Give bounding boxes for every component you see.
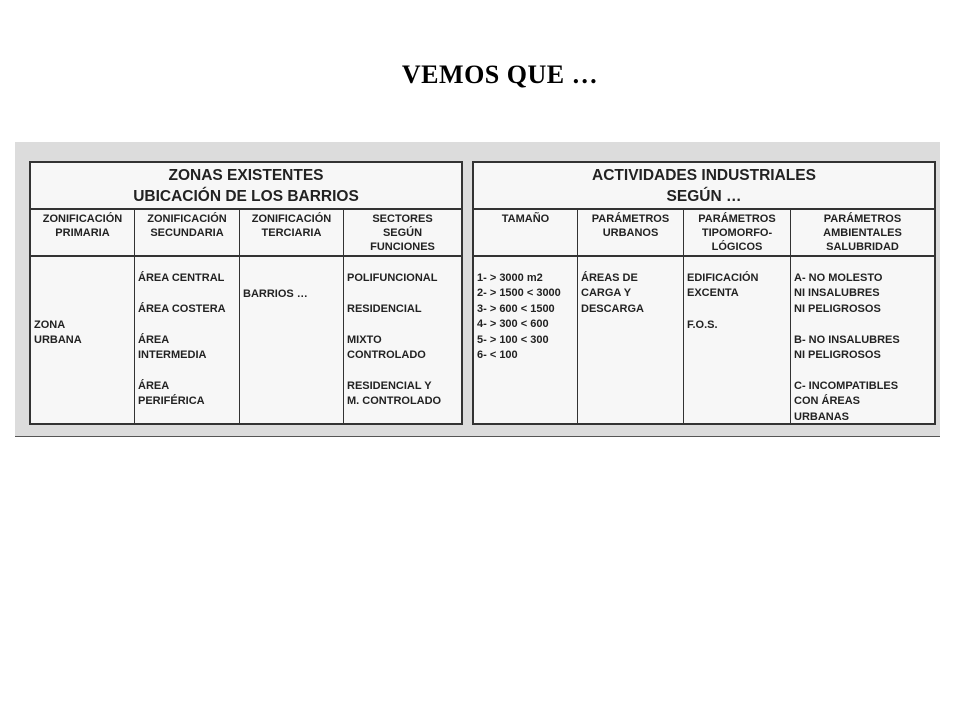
residencial-cell: RESIDENCIAL bbox=[347, 303, 422, 315]
area-costera-cell: ÁREA COSTERA bbox=[138, 303, 226, 315]
area-periferica-cell: ÁREA PERIFÉRICA bbox=[138, 380, 205, 408]
col-header-urbanos: PARÁMETROS URBANOS bbox=[578, 210, 683, 257]
col-tamano bbox=[474, 210, 578, 423]
col-header-primaria: ZONIFICACIÓN PRIMARIA bbox=[31, 210, 134, 257]
col-header-tipomorfologicos: PARÁMETROS TIPOMORFO- LÓGICOS bbox=[684, 210, 790, 257]
col-zonificacion-terciaria bbox=[240, 210, 344, 423]
zonas-existentes-title: ZONAS EXISTENTES bbox=[168, 167, 324, 184]
fos-cell: F.O.S. bbox=[687, 319, 718, 331]
mixto-controlado-cell: MIXTO CONTROLADO bbox=[347, 334, 426, 362]
residencial-y-m-controlado-cell: RESIDENCIAL Y M. CONTROLADO bbox=[347, 380, 442, 408]
edificacion-excenta-cell: EDIFICACIÓN EXCENTA bbox=[687, 272, 759, 300]
categoria-a-cell: A- NO MOLESTO NI INSALUBRES NI PELIGROSOS bbox=[794, 272, 883, 315]
barrios-cell: BARRIOS … bbox=[243, 288, 308, 300]
col-zonificacion-primaria bbox=[31, 210, 135, 423]
polifuncional-cell: POLIFUNCIONAL bbox=[347, 272, 438, 284]
actividades-industriales-title: ACTIVIDADES INDUSTRIALES bbox=[592, 167, 816, 184]
zonas-existentes-table bbox=[29, 161, 463, 425]
scanned-table-image bbox=[15, 142, 940, 437]
tamano-item: 5- > 100 < 300 bbox=[477, 334, 549, 346]
tamano-item: 3- > 600 < 1500 bbox=[477, 303, 555, 315]
ubicacion-barrios-title: UBICACIÓN DE LOS BARRIOS bbox=[133, 188, 359, 205]
col-parametros-ambientales bbox=[791, 210, 934, 423]
col-zonificacion-secundaria bbox=[135, 210, 240, 423]
segun-title: SEGÚN … bbox=[666, 188, 742, 205]
zonas-existentes-header bbox=[31, 163, 461, 210]
tamano-item: 1- > 3000 m2 bbox=[477, 272, 543, 284]
col-header-tamano: TAMAÑO bbox=[474, 210, 577, 257]
col-header-funciones: SECTORES SEGÚN FUNCIONES bbox=[344, 210, 461, 257]
areas-carga-descarga-cell: ÁREAS DE CARGA Y DESCARGA bbox=[581, 272, 644, 315]
area-central-cell: ÁREA CENTRAL bbox=[138, 272, 225, 284]
categoria-c-cell: C- INCOMPATIBLES CON ÁREAS URBANAS bbox=[794, 380, 899, 423]
col-parametros-urbanos bbox=[578, 210, 684, 423]
actividades-industriales-header bbox=[474, 163, 934, 210]
zona-urbana-cell: ZONA URBANA bbox=[34, 319, 82, 347]
area-intermedia-cell: ÁREA INTERMEDIA bbox=[138, 334, 207, 362]
tamano-item: 2- > 1500 < 3000 bbox=[477, 287, 561, 299]
slide-title: VEMOS QUE … bbox=[401, 60, 599, 89]
actividades-industriales-table bbox=[472, 161, 936, 425]
col-parametros-tipomorfologicos bbox=[684, 210, 791, 423]
col-header-terciaria: ZONIFICACIÓN TERCIARIA bbox=[240, 210, 343, 257]
col-sectores-funciones bbox=[344, 210, 461, 423]
categoria-b-cell: B- NO INSALUBRES NI PELIGROSOS bbox=[794, 334, 900, 362]
tamano-item: 6- < 100 bbox=[477, 349, 518, 361]
col-header-secundaria: ZONIFICACIÓN SECUNDARIA bbox=[135, 210, 239, 257]
tamano-item: 4- > 300 < 600 bbox=[477, 318, 549, 330]
col-header-ambientales: PARÁMETROS AMBIENTALES SALUBRIDAD bbox=[791, 210, 934, 257]
